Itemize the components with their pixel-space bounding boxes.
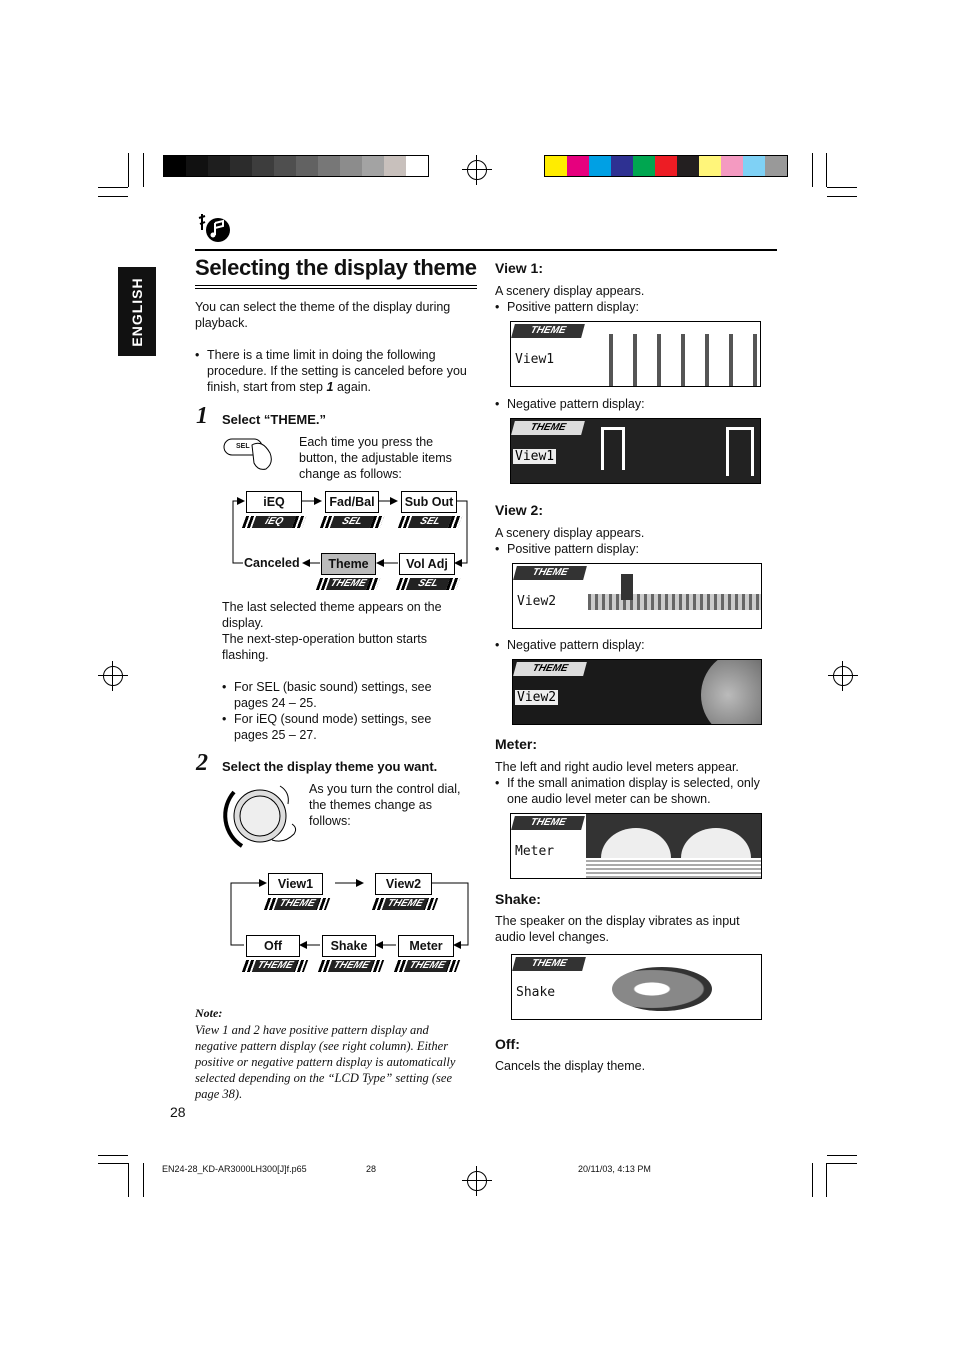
crop-mark [98,187,128,188]
crop-mark [812,1163,813,1197]
color-swatch [230,156,252,176]
lcd-view2-negative: THEME View2 [512,659,762,725]
lcd-view1-negative: THEME View1 [510,418,761,484]
color-swatch [252,156,274,176]
color-swatch [677,156,699,176]
lcd-meter: THEME Meter [510,813,762,879]
color-swatch [765,156,787,176]
grayscale-bar [163,155,429,177]
color-bar [544,155,788,177]
off-heading: Off: [495,1036,520,1052]
lcd-label: THEME [264,898,330,910]
flow-fad-bal: Fad/Bal [325,491,379,513]
shake-heading: Shake: [495,891,541,907]
lcd-view2-positive: THEME View2 [512,563,762,629]
step-number: 1 [196,403,208,429]
header-rule [195,249,777,251]
lcd-label: SEL [396,578,460,590]
flow-arrows [225,870,475,970]
page-title: Selecting the display theme [195,255,477,280]
title-rule [195,285,477,286]
view1-positive-label: • Positive pattern display: [495,299,639,315]
meter-desc: The left and right audio level meters appear. [495,760,739,774]
step1-after2: The next-step-operation button starts flashing. [222,632,427,662]
crop-mark [143,1163,144,1197]
crop-mark [812,153,813,187]
flow-view1: View1 [268,873,323,895]
color-swatch [362,156,384,176]
intro-text: You can select the theme of the display during playback. [195,300,451,330]
crop-mark [98,1155,128,1156]
lcd-label: THEME [318,960,384,972]
meter-heading: Meter: [495,736,538,752]
view2-desc: A scenery display appears. [495,526,645,540]
lcd-label: THEME [372,898,438,910]
lcd-shake: THEME Shake [511,954,762,1020]
step-title: Select the display theme you want. [222,759,438,774]
footer-file: EN24-28_KD-AR3000LH300[J]f.p65 [162,1164,307,1174]
color-swatch [384,156,406,176]
time-limit-note: • There is a time limit in doing the following procedure. If the setting is canceled before you finish, start from step 1 again. [195,347,485,395]
step1-desc: Each time you press the button, the adjustable items change as follows: [299,435,452,481]
color-swatch [589,156,611,176]
registration-mark-icon [103,666,123,686]
crop-mark [826,1163,827,1197]
color-swatch [208,156,230,176]
title-rule [195,288,477,289]
crop-mark [98,1163,128,1164]
sel-button-icon[interactable] [222,433,282,473]
color-swatch [655,156,677,176]
crop-mark [128,153,129,187]
flow-meter: Meter [398,935,454,957]
crop-mark [827,196,857,197]
control-dial-icon[interactable] [222,782,302,854]
off-desc: Cancels the display theme. [495,1059,646,1073]
flow-ieq: iEQ [246,491,302,513]
lcd-label: THEME [242,960,308,972]
view2-negative-label: • Negative pattern display: [495,637,645,653]
step2-desc: As you turn the control dial, the themes change as follows: [309,782,461,828]
step-number: 2 [196,750,208,776]
footer-page: 28 [366,1164,377,1174]
registration-mark-icon [833,666,853,686]
lcd-label: SEL [320,516,384,528]
crop-mark [826,153,827,187]
color-swatch [699,156,721,176]
language-tab [118,267,156,356]
crop-mark [827,1155,857,1156]
registration-mark-icon [467,1171,487,1191]
color-swatch [406,156,428,176]
color-swatch [545,156,567,176]
crop-mark [827,187,857,188]
crop-mark [98,196,128,197]
view1-heading: View 1: [495,260,543,276]
lcd-label: THEME [394,960,460,972]
color-swatch [611,156,633,176]
color-swatch [567,156,589,176]
flow-shake: Shake [322,935,376,957]
meter-note: • If the small animation display is selected, only one audio level meter can be shown. [495,775,779,807]
flow-arrows [225,480,475,590]
sel-settings-ref: • For SEL (basic sound) settings, see pages 24 – 25. [222,679,434,711]
step1-after1: The last selected theme appears on the display. [222,600,442,630]
color-swatch [274,156,296,176]
flow-canceled: Canceled [244,556,300,570]
flow-view2: View2 [375,873,432,895]
crop-mark [143,153,144,187]
color-swatch [164,156,186,176]
step-title: Select “THEME.” [222,412,327,427]
lcd-label: iEQ [242,516,306,528]
crop-mark [827,1163,857,1164]
ieq-settings-ref: • For iEQ (sound mode) settings, see pages 25 – 27. [222,711,434,743]
crop-mark [128,1163,129,1197]
view1-negative-label: • Negative pattern display: [495,396,645,412]
lcd-label: THEME [316,578,380,590]
language-label: ENGLISH [129,276,145,347]
page-number: 28 [170,1104,186,1120]
flow-theme: Theme [321,553,376,575]
flow-off: Off [246,935,300,957]
lcd-view1-positive: THEME View1 [510,321,761,387]
note-text: View 1 and 2 have positive pattern display and negative pattern display (see right column). Either positive or negative pattern display is automatically selected depending on the “LCD Type” setting (see page 38). [195,1023,456,1101]
shake-desc: The speaker on the display vibrates as input audio level changes. [495,914,740,944]
view2-positive-label: • Positive pattern display: [495,541,639,557]
color-swatch [318,156,340,176]
flow-vol-adj: Vol Adj [399,553,455,575]
lcd-label: SEL [398,516,462,528]
color-swatch [186,156,208,176]
footer-date: 20/11/03, 4:13 PM [578,1164,651,1174]
flow-sub-out: Sub Out [401,491,457,513]
music-note-icon [196,212,232,244]
color-swatch [721,156,743,176]
note-label: Note: [195,1006,223,1020]
color-swatch [633,156,655,176]
view2-heading: View 2: [495,502,543,518]
color-swatch [340,156,362,176]
color-swatch [743,156,765,176]
color-swatch [296,156,318,176]
registration-mark-icon [467,160,487,180]
view1-desc: A scenery display appears. [495,284,645,298]
sel-button-label: SEL [236,443,250,450]
